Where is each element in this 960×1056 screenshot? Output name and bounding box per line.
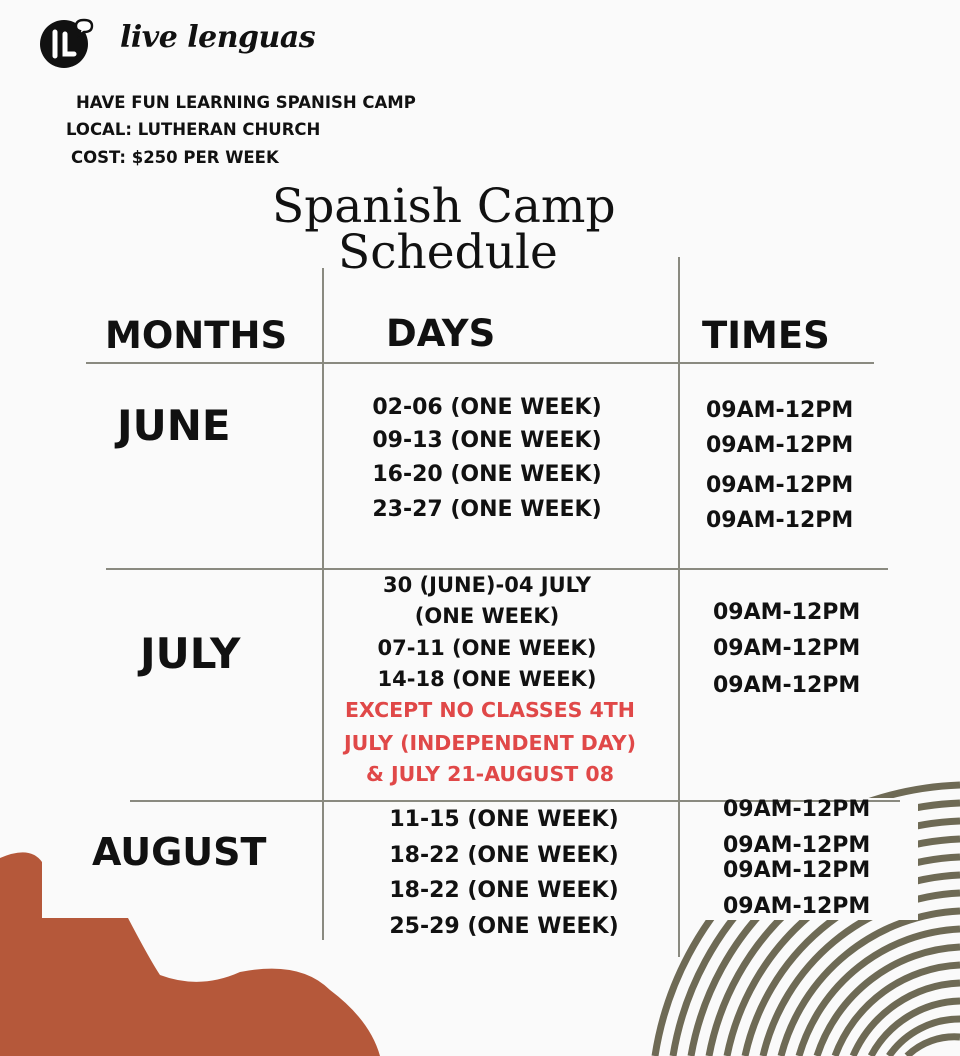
august-time: 09AM-12PM [723,833,871,858]
page-title: Spanish Camp [272,179,616,234]
column-header-months: MONTHS [105,314,288,357]
august-time: 09AM-12PM [723,797,871,822]
divider-header [86,362,874,364]
june-time: 09AM-12PM [706,433,854,458]
august-day: 11-15 (ONE WEEK) [389,807,619,832]
camp-location: LOCAL: LUTHERAN CHURCH [66,120,321,139]
page-subtitle: Schedule [338,225,558,280]
july-exception-note: & JULY 21-AUGUST 08 [366,762,614,786]
july-day: 30 (JUNE)-04 JULY [383,573,591,597]
june-time: 09AM-12PM [706,473,854,498]
june-day: 23-27 (ONE WEEK) [372,497,602,522]
july-day: (ONE WEEK) [414,604,560,628]
month-june: JUNE [117,401,231,450]
column-header-days: DAYS [386,312,496,355]
june-day: 16-20 (ONE WEEK) [372,462,602,487]
brand-name: live lenguas [120,20,316,55]
camp-name: HAVE FUN LEARNING SPANISH CAMP [76,93,416,112]
july-exception-note: JULY (INDEPENDENT DAY) [344,731,636,755]
divider-june-july [106,568,888,570]
june-day: 09-13 (ONE WEEK) [372,428,602,453]
august-day: 18-22 (ONE WEEK) [389,843,619,868]
july-day: 14-18 (ONE WEEK) [377,667,597,691]
july-day: 07-11 (ONE WEEK) [377,636,597,660]
july-time: 09AM-12PM [713,600,861,625]
august-day: 25-29 (ONE WEEK) [389,914,619,939]
june-time: 09AM-12PM [706,508,854,533]
june-time: 09AM-12PM [706,398,854,423]
camp-cost: COST: $250 PER WEEK [71,148,279,167]
month-august: AUGUST [92,830,267,874]
august-day: 18-22 (ONE WEEK) [389,878,619,903]
month-july: JULY [140,629,241,678]
brand-logo-icon [38,14,94,70]
column-header-times: TIMES [702,314,830,357]
july-exception-note: EXCEPT NO CLASSES 4TH [345,698,635,722]
august-time: 09AM-12PM [723,894,871,919]
june-day: 02-06 (ONE WEEK) [372,395,602,420]
august-time: 09AM-12PM [723,858,871,883]
july-time: 09AM-12PM [713,673,861,698]
july-time: 09AM-12PM [713,636,861,661]
